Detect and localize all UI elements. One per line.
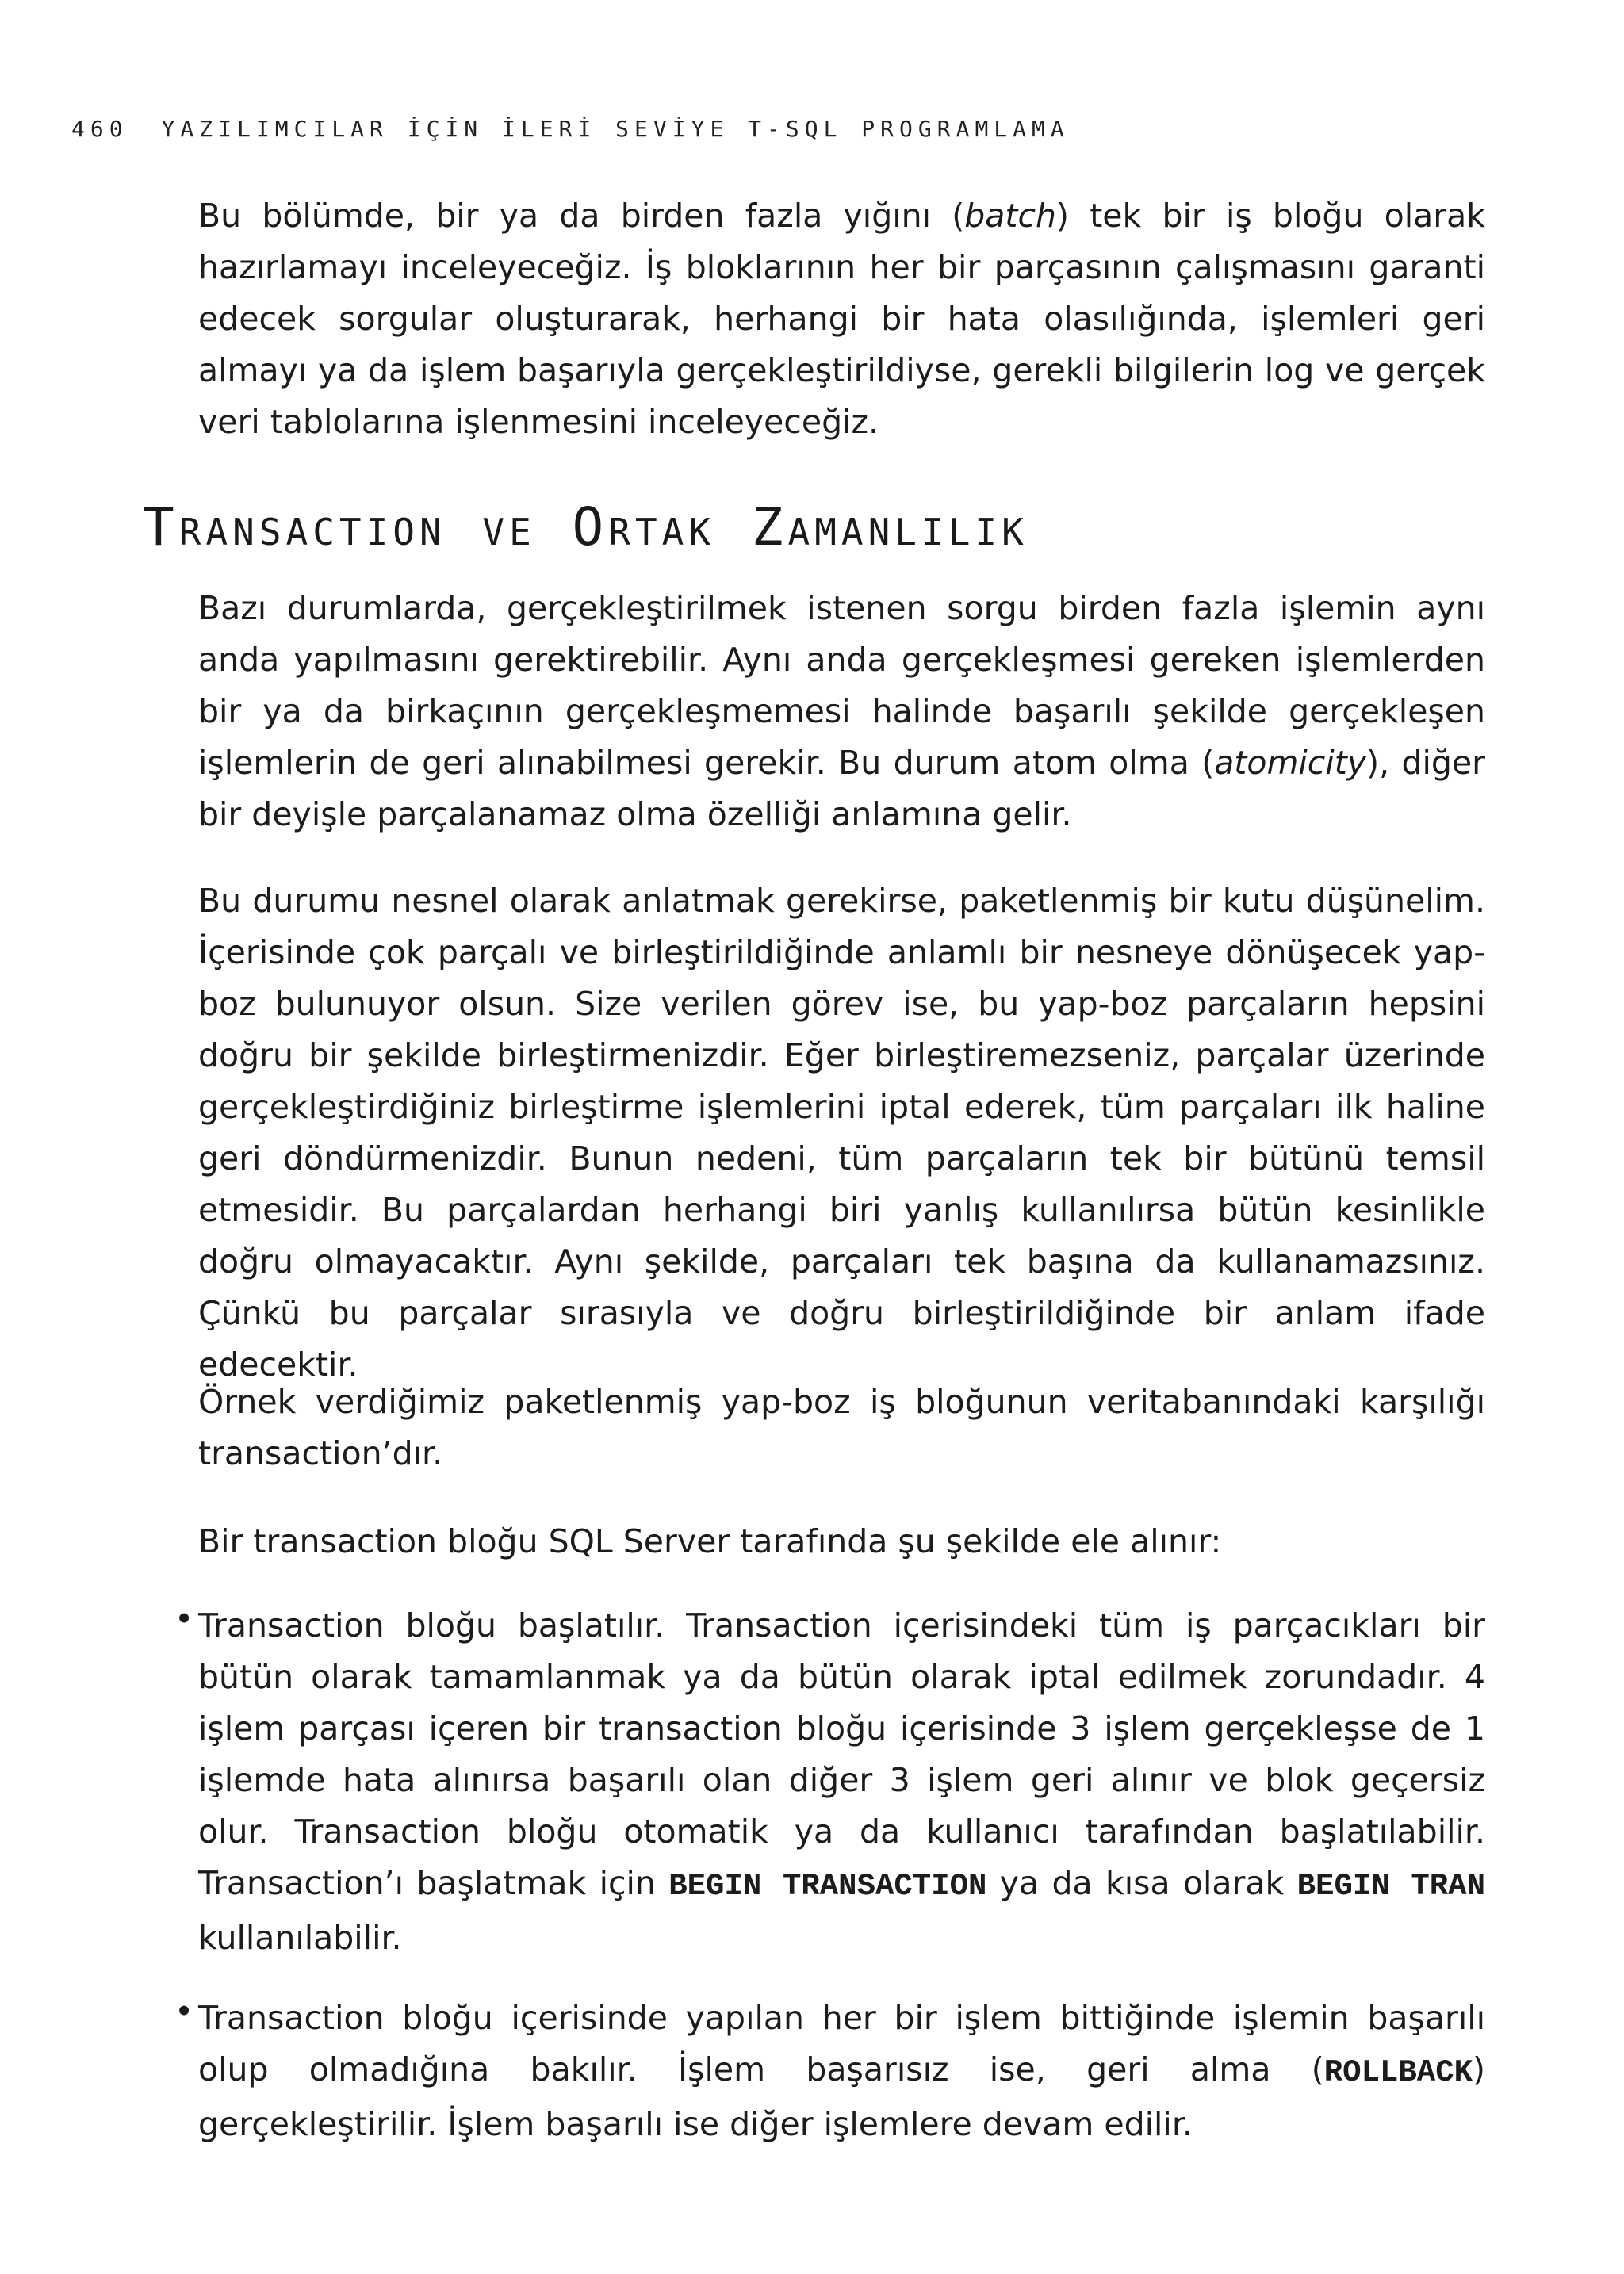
section-title: Transaction ve Ortak Zamanlılık: [143, 496, 1028, 557]
p1-italic-term: atomicity: [1214, 744, 1367, 782]
running-header: [71, 116, 1070, 142]
section-paragraph-3: Örnek verdiğimiz paketlenmiş yap-boz iş bloğunun veritabanındaki karşılığı transaction’dır.: [198, 1383, 1485, 1472]
intro-paragraph: [198, 190, 1485, 448]
bullet-1-end: kullanılabilir.: [198, 1919, 402, 1957]
bullet-2-text: Transaction bloğu içerisinde yapılan her bir işlem bittiğinde işlemin başarılı olup olmadığına bakılır. İşlem başarısız ise, geri alma (: [198, 1999, 1485, 2088]
running-title: YAZILIMCILAR İÇİN İLERİ SEVİYE T-SQL PROGRAMLAMA: [161, 116, 1070, 142]
intro-italic-term: batch: [964, 197, 1056, 235]
section-paragraph-2: Bu durumu nesnel olarak anlatmak gerekirse, paketlenmiş bir kutu düşünelim. İçerisinde çok parçalı ve birleştirildiğinde anlamlı bir nesneye dönüşecek yap-boz bulunuyor olsun. Size verilen görev ise, bu yap-boz parçaların hepsini doğru bir şekilde birleştirmenizdir. Eğer birleştiremezseniz, parçalar üzerinde gerçekleştirdiğiniz birleştirme işlemlerini iptal ederek, tüm parçaları ilk haline geri döndürmenizdir. Bunun nedeni, tüm parçaların tek bir bütünü temsil etmesidir. Bu parçalardan herhangi biri yanlış kullanılırsa bütün kesinlikle doğru olmayacaktır. Aynı şekilde, parçaları tek başına da kullanamazsınız. Çünkü bu parçalar sırasıyla ve doğru birleştirildiğinde bir anlam ifade edecektir.: [198, 882, 1485, 1384]
code-begin-tran: BEGIN TRAN: [1297, 1869, 1485, 1904]
bullet-marker-1: •: [174, 1600, 194, 1638]
code-rollback: ROLLBACK: [1323, 2055, 1473, 2090]
p1-text-cont: ), diğer bir deyişle parçalanamaz olma özelliği anlamına gelir.: [198, 744, 1485, 833]
bullet-item-2: [198, 1993, 1485, 2150]
bullet-2-end: ) gerçekleştirilir. İşlem başarılı ise diğer işlemlere devam edilir.: [198, 2050, 1485, 2143]
bullet-1-mid: ya da kısa olarak: [986, 1864, 1297, 1902]
section-paragraph-1: [198, 583, 1485, 840]
bullet-item-1: [198, 1600, 1485, 1964]
p1-text: Bazı durumlarda, gerçekleştirilmek istenen sorgu birden fazla işlemin aynı anda yapılmasını gerektirebilir. Aynı anda gerçekleşmesi gereken işlemlerden bir ya da birkaçının gerçekleşmemesi halinde başarılı şekilde gerçekleşen işlemlerin de geri alınabilmesi gerekir. Bu durum atom olma (: [198, 589, 1485, 782]
intro-text-cont: ) tek bir iş bloğu olarak hazırlamayı inceleyeceğiz. İş bloklarının her bir parçasının çalışmasını garanti edecek sorgular oluşturarak, herhangi bir hata olasılığında, işlemleri geri almayı ya da işlem başarıyla gerçekleştirildiyse, gerekli bilgilerin log ve gerçek veri tablolarına işlenmesini inceleyeceğiz.: [198, 197, 1485, 441]
section-paragraph-4: Bir transaction bloğu SQL Server tarafında şu şekilde ele alınır:: [198, 1522, 1222, 1560]
bullet-1-text: Transaction bloğu başlatılır. Transaction içerisindeki tüm iş parçacıkları bir bütün olarak tamamlanmak ya da bütün olarak iptal edilmek zorundadır. 4 işlem parçası içeren bir transaction bloğu içerisinde 3 işlem gerçekleşse de 1 işlemde hata alınırsa başarılı olan diğer 3 işlem geri alınır ve blok geçersiz olur. Transaction bloğu otomatik ya da kullanıcı tarafından başlatılabilir. Transaction’ı başlatmak için: [198, 1606, 1485, 1902]
bullet-marker-2: •: [174, 1993, 194, 2031]
intro-text: Bu bölümde, bir ya da birden fazla yığını (: [198, 197, 965, 235]
page-number: 460: [71, 116, 128, 142]
code-begin-transaction: BEGIN TRANSACTION: [668, 1869, 987, 1904]
